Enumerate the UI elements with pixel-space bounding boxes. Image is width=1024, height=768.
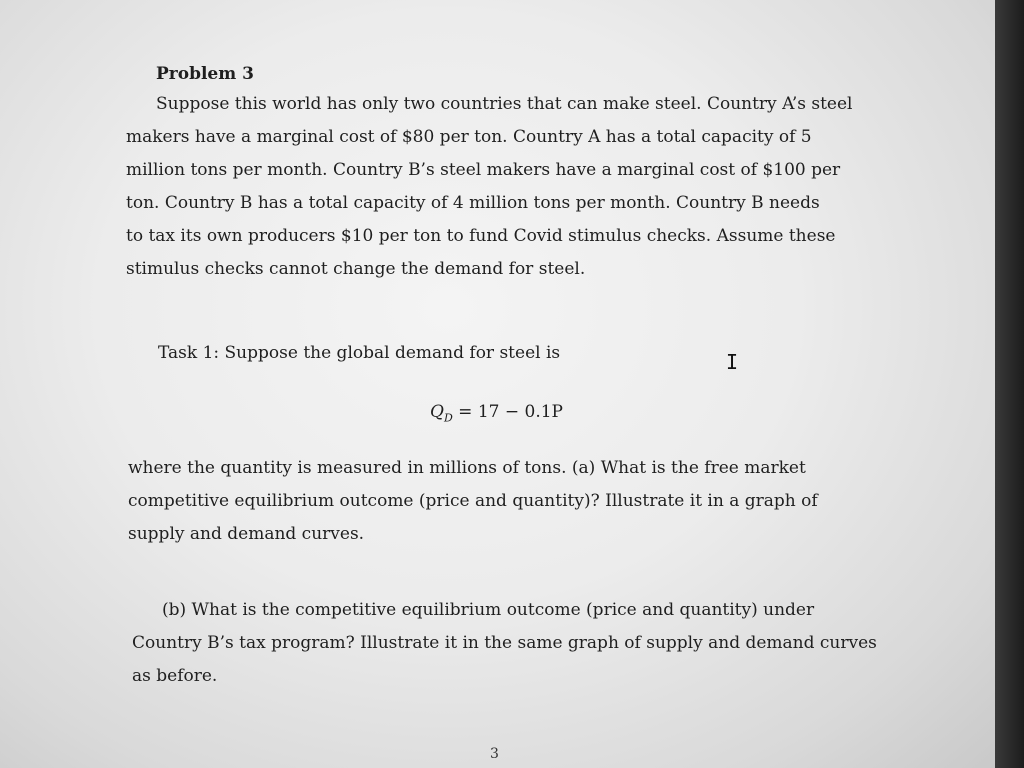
intro-line: Suppose this world has only two countries that can make steel. Country A’s steel xyxy=(156,94,853,114)
task-1-line: Task 1: Suppose the global demand for steel is xyxy=(158,343,561,363)
part-b-line: (b) What is the competitive equilibrium outcome (price and quantity) under xyxy=(162,600,815,620)
demand-equation xyxy=(430,396,563,434)
equation-rhs: = 17 − 0.1P xyxy=(458,402,563,422)
part-a-line: supply and demand curves. xyxy=(128,524,365,544)
intro-line: makers have a marginal cost of $80 per ton. Country A has a total capacity of 5 xyxy=(126,127,812,147)
screen-bezel xyxy=(995,0,1024,768)
intro-line: million tons per month. Country B’s steel makers have a marginal cost of $100 per xyxy=(126,160,841,180)
part-b-text xyxy=(132,594,877,693)
part-a-line: where the quantity is measured in millions of tons. (a) What is the free market xyxy=(128,458,806,478)
text-cursor-icon: I xyxy=(726,350,739,374)
equation-lhs: Q xyxy=(430,402,444,422)
page-number: 3 xyxy=(490,746,499,762)
part-a-text xyxy=(128,452,818,551)
part-b-line: as before. xyxy=(132,666,218,686)
equation-subscript: D xyxy=(443,411,453,425)
part-a-line: competitive equilibrium outcome (price and quantity)? Illustrate it in a graph of xyxy=(128,491,818,511)
part-b-line: Country B’s tax program? Illustrate it in the same graph of supply and demand curves xyxy=(132,633,877,653)
intro-line: to tax its own producers $10 per ton to fund Covid stimulus checks. Assume these xyxy=(126,226,836,246)
problem-heading: Problem 3 xyxy=(156,64,254,84)
intro-line: stimulus checks cannot change the demand for steel. xyxy=(126,259,586,279)
problem-intro xyxy=(126,88,866,286)
intro-line: ton. Country B has a total capacity of 4 million tons per month. Country B needs xyxy=(126,193,820,213)
